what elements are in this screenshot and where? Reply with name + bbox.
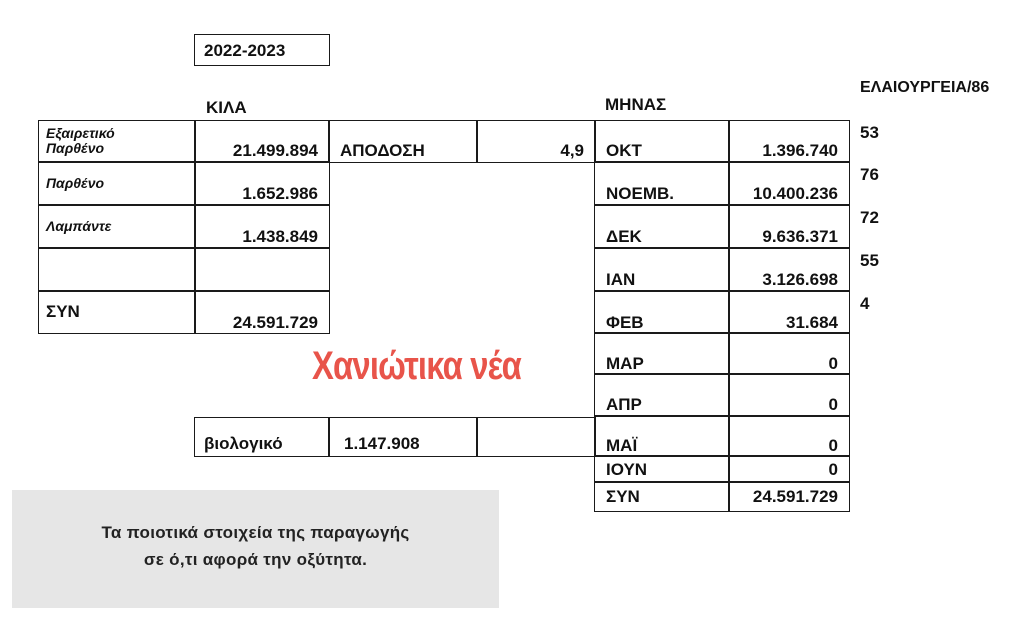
elaiourgeia-header: ΕΛΑΙΟΥΡΓΕΙΑ/86: [860, 79, 990, 96]
month-7-name: ΑΠΡ: [606, 395, 642, 414]
category-3-value: 1.438.849: [242, 227, 318, 246]
month-2-value: 10.400.236: [752, 184, 838, 203]
month-3-value: 9.636.371: [762, 227, 838, 246]
month-6-name: ΜΑΡ: [606, 354, 644, 373]
month-4-value: 3.126.698: [762, 270, 838, 289]
month-4-name: ΙΑΝ: [606, 270, 636, 289]
month-total-name: ΣΥΝ: [606, 487, 640, 506]
month-6-value: 0: [828, 354, 838, 373]
elaiourgeia-count-3: 72: [860, 208, 879, 227]
month-total-value: 24.591.729: [752, 487, 838, 506]
category-total-label: ΣΥΝ: [46, 302, 80, 321]
month-8-value: 0: [828, 436, 838, 455]
month-2-name: ΝΟΕΜΒ.: [606, 184, 674, 203]
viologiko-label: βιολογικό: [204, 434, 283, 453]
month-5-name: ΦΕΒ: [606, 313, 644, 332]
elaiourgeia-count-1: 53: [860, 123, 879, 142]
caption-line-1: Τα ποιοτικά στοιχεία της παραγωγής: [101, 523, 410, 542]
category-1-label-line1: Εξαιρετικό: [46, 125, 115, 141]
category-2-label: Παρθένο: [46, 175, 105, 191]
category-row-4-value-cell: [194, 247, 330, 292]
month-1-name: ΟΚΤ: [606, 141, 642, 160]
apodosi-value: 4,9: [560, 141, 584, 160]
month-7-value: 0: [828, 395, 838, 414]
category-total-value: 24.591.729: [232, 313, 318, 332]
elaiourgeia-count-2: 76: [860, 165, 879, 184]
viologiko-empty-cell: [476, 417, 596, 457]
month-8-name: ΜΑΪ: [606, 436, 638, 455]
kila-header: ΚΙΛΑ: [206, 98, 247, 117]
elaiourgeia-count-5: 4: [860, 294, 870, 313]
month-1-value: 1.396.740: [762, 141, 838, 160]
minas-header: ΜΗΝΑΣ: [605, 95, 667, 114]
apodosi-label: ΑΠΟΔΟΣΗ: [340, 141, 425, 160]
month-3-name: ΔΕΚ: [606, 227, 642, 246]
category-row-4-label-cell: [38, 247, 196, 292]
elaiourgeia-count-4: 55: [860, 251, 879, 270]
category-1-value: 21.499.894: [232, 141, 318, 160]
category-2-value: 1.652.986: [242, 184, 318, 203]
month-9-value: 0: [828, 460, 838, 479]
month-9-name: ΙΟΥΝ: [606, 460, 648, 479]
category-3-label: Λαμπάντε: [46, 218, 112, 234]
caption-box: [12, 490, 499, 608]
season-label: 2022-2023: [204, 41, 286, 60]
viologiko-value: 1.147.908: [344, 434, 420, 453]
month-5-value: 31.684: [786, 313, 838, 332]
category-1-label-line2: Παρθένο: [46, 140, 105, 156]
watermark-logo: Χανιώτικα νέα: [312, 344, 521, 388]
caption-line-2: σε ό,τι αφορά την οξύτητα.: [143, 550, 368, 569]
